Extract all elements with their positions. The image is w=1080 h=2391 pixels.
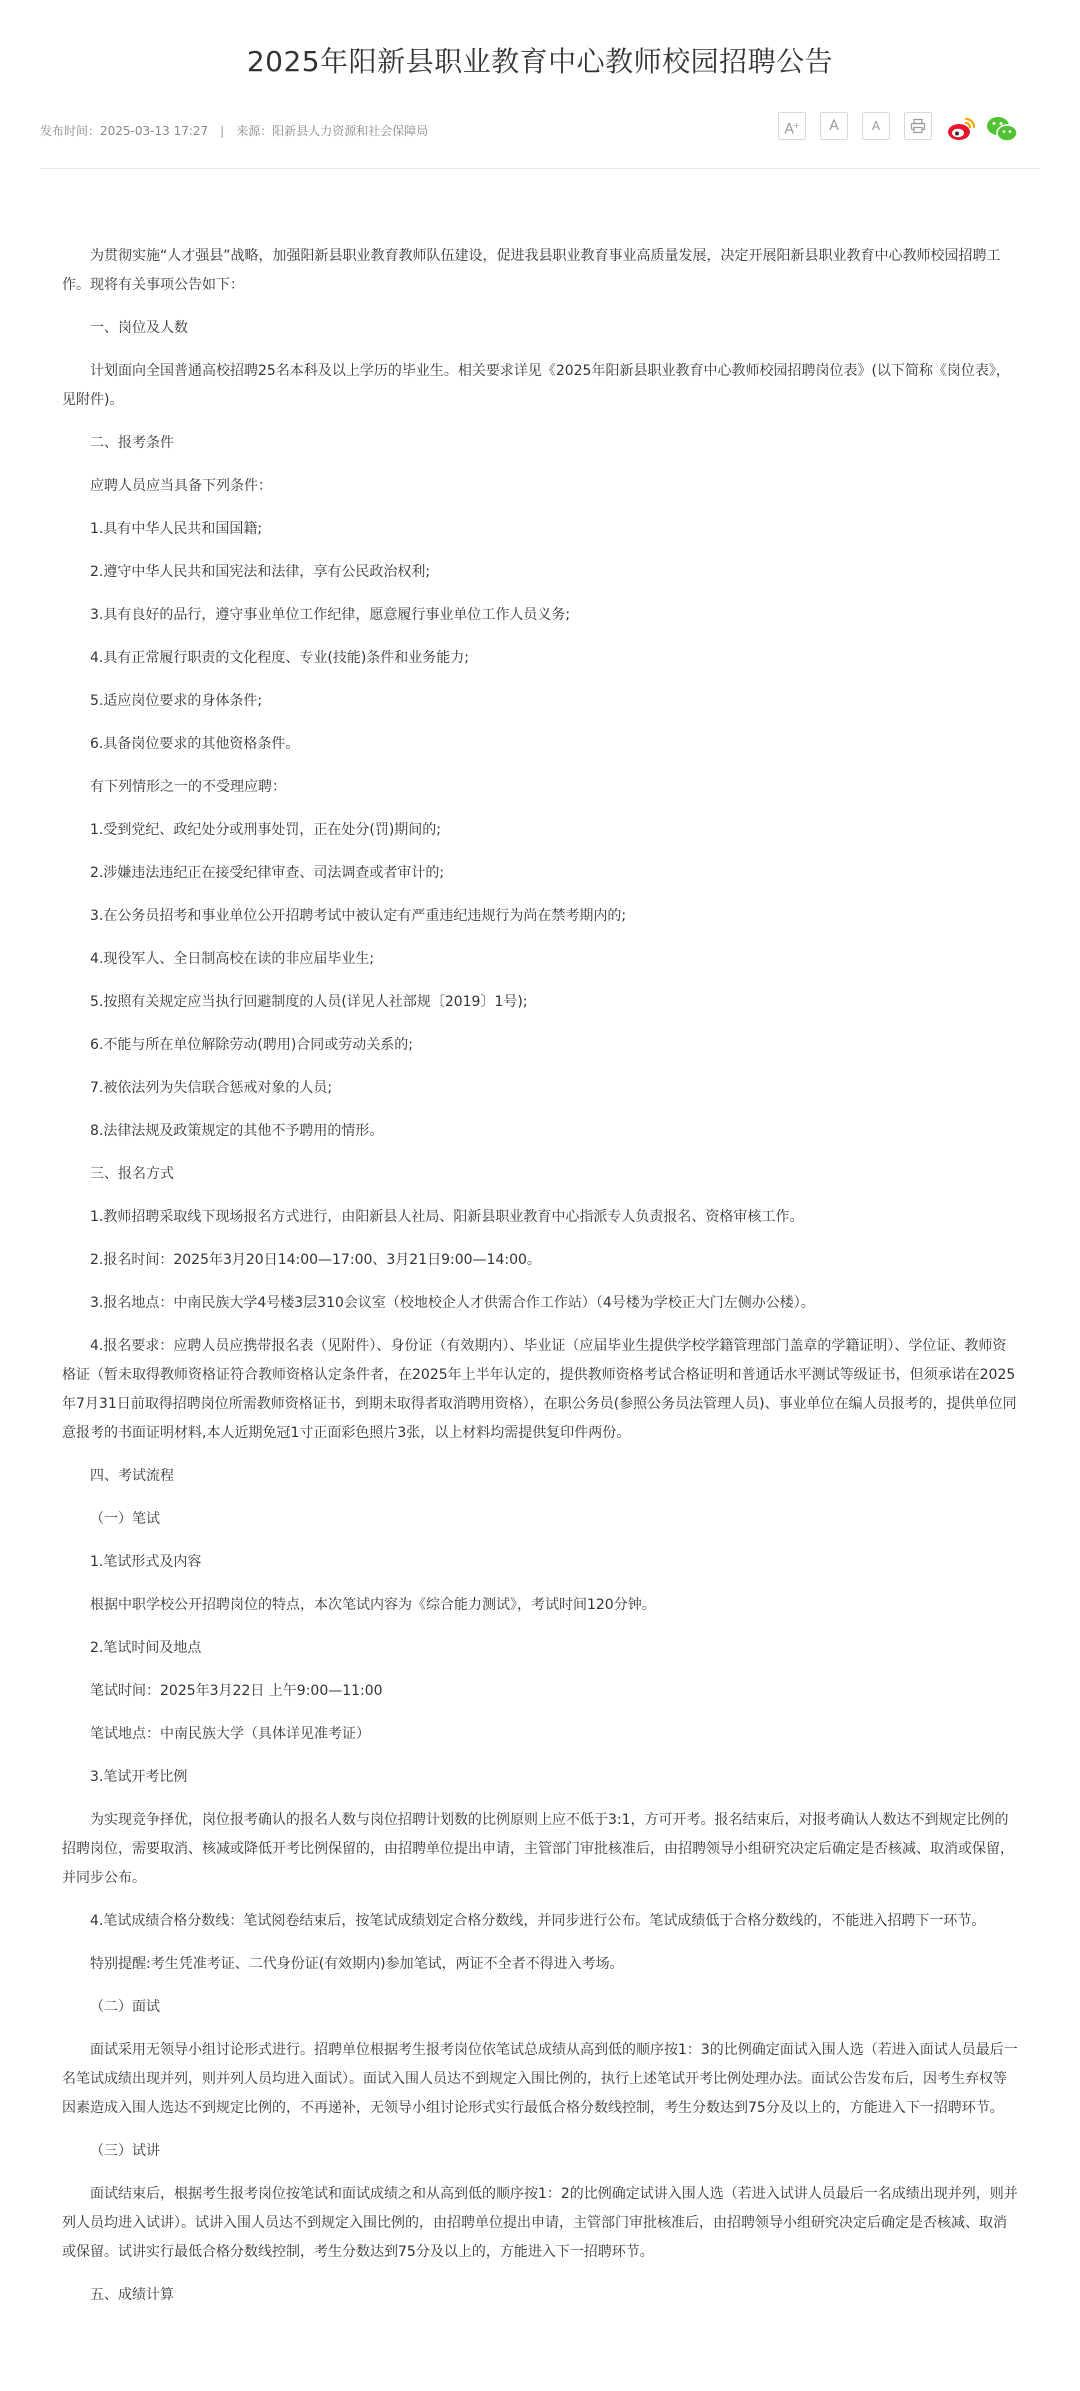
printer-icon xyxy=(910,118,926,134)
article-paragraph: 5.按照有关规定应当执行回避制度的人员(详见人社部规〔2019〕1号); xyxy=(90,994,528,1010)
article-paragraph: 1.教师招聘采取线下现场报名方式进行，由阳新县人社局、阳新县职业教育中心指派专人负责报名、资格审核工作。 xyxy=(90,1209,804,1225)
article-paragraph: 1.笔试形式及内容 xyxy=(90,1554,202,1570)
article-paragraph: 2.笔试时间及地点 xyxy=(90,1640,202,1656)
article-paragraph: （三）试讲 xyxy=(90,2143,160,2159)
article-paragraph: 二、报考条件 xyxy=(90,435,174,451)
article-paragraph: 笔试时间：2025年3月22日 上午9:00—11:00 xyxy=(90,1683,383,1699)
article-paragraph: 3.具有良好的品行，遵守事业单位工作纪律，愿意履行事业单位工作人员义务; xyxy=(90,607,571,623)
font-larger-button[interactable] xyxy=(778,112,806,140)
article-paragraph: 三、报名方式 xyxy=(90,1166,174,1182)
article-paragraph: （二）面试 xyxy=(90,1999,160,2015)
article-paragraph: 3.报名地点：中南民族大学4号楼3层310会议室（校地校企人才供需合作工作站）（4号楼为学校正大门左侧办公楼）。 xyxy=(90,1295,815,1311)
article-paragraph: 有下列情形之一的不受理应聘： xyxy=(90,779,286,795)
weibo-icon xyxy=(946,114,976,144)
article-paragraph: 1.受到党纪、政纪处分或刑事处罚，正在处分(罚)期间的; xyxy=(90,822,441,838)
article-paragraph: 4.报名要求：应聘人员应携带报名表（见附件）、身份证（有效期内）、毕业证（应届毕业生提供学校学籍管理部门盖章的学籍证明）、学位证、教师资格证（暂未取得教师资格证符合教师资格认定条件者，在2025年上半年认定的，提供教师资格考试合格证明和普通话水平测试等级证书，但须承诺在2025年7月31日前取得招聘岗位所需教师资格证书，到期未取得者取消聘用资格），在职公务员(参照公务员法管理人员)、事业单位在编人员报考的，提供单位同意报考的书面证明材料,本人近期免冠1寸正面彩色照片3张，以上材料均需提供复印件两份。 xyxy=(62,1338,1017,1441)
article-paragraph: 为贯彻实施“人才强县”战略，加强阳新县职业教育教师队伍建设，促进我县职业教育事业高质量发展，决定开展阳新县职业教育中心教师校园招聘工作。现将有关事项公告如下： xyxy=(62,248,1001,293)
article-paragraph: 4.笔试成绩合格分数线：笔试阅卷结束后，按笔试成绩划定合格分数线，并同步进行公布。笔试成绩低于合格分数线的，不能进入招聘下一环节。 xyxy=(90,1913,986,1929)
source-label: 来源： xyxy=(236,124,273,138)
font-normal-label: A xyxy=(829,118,839,134)
article-paragraph: 为实现竞争择优，岗位报考确认的报名人数与岗位招聘计划数的比例原则上应不低于3:1，方可开考。报名结束后，对报考确认人数达不到规定比例的招聘岗位，需要取消、核减或降低开考比例保留的，由招聘单位提出申请，主管部门审批核准后，由招聘领导小组研究决定后确定是否核减、取消或保留，并同步公布。 xyxy=(62,1812,1014,1886)
article-paragraph: （一）笔试 xyxy=(90,1511,160,1527)
publish-time: 2025-03-13 17:27 xyxy=(100,124,209,138)
font-smaller-button[interactable] xyxy=(862,112,890,140)
article-paragraph: 7.被依法列为失信联合惩戒对象的人员; xyxy=(90,1080,333,1096)
weibo-share-button[interactable] xyxy=(946,114,976,144)
article-paragraph: 2.遵守中华人民共和国宪法和法律，享有公民政治权利; xyxy=(90,564,431,580)
header-divider xyxy=(40,168,1040,169)
article-paragraph: 4.具有正常履行职责的文化程度、专业(技能)条件和业务能力; xyxy=(90,650,469,666)
article-paragraph: 2.涉嫌违法违纪正在接受纪律审查、司法调查或者审计的; xyxy=(90,865,445,881)
font-smaller-label: A xyxy=(871,119,881,133)
article-paragraph: 五、成绩计算 xyxy=(90,2287,174,2303)
article-paragraph: 5.适应岗位要求的身体条件; xyxy=(90,693,263,709)
wechat-share-button[interactable] xyxy=(986,114,1016,144)
article-paragraph: 计划面向全国普通高校招聘25名本科及以上学历的毕业生。相关要求详见《2025年阳新县职业教育中心教师校园招聘岗位表》(以下简称《岗位表》，见附件)。 xyxy=(62,363,1010,408)
article-paragraph: 特别提醒:考生凭准考证、二代身份证(有效期内)参加笔试，两证不全者不得进入考场。 xyxy=(90,1956,624,1972)
source-name: 阳新县人力资源和社会保障局 xyxy=(272,124,429,138)
article-paragraph: 面试采用无领导小组讨论形式进行。招聘单位根据考生报考岗位依笔试总成绩从高到低的顺序按1：3的比例确定面试入围人选（若进入面试人员最后一名笔试成绩出现并列，则并列人员均进入面试）。面试入围人员达不到规定入围比例的，执行上述笔试开考比例处理办法。面试公告发布后，因考生弃权等因素造成入围人选达不到规定比例的，不再递补，无领导小组讨论形式实行最低合格分数线控制，考生分数达到75分及以上的，方能进入下一招聘环节。 xyxy=(62,2042,1018,2116)
font-larger-label: A xyxy=(784,121,794,138)
article-paragraph: 6.具备岗位要求的其他资格条件。 xyxy=(90,736,300,752)
article-paragraph: 一、岗位及人数 xyxy=(90,320,188,336)
page-title: 2025年阳新县职业教育中心教师校园招聘公告 xyxy=(246,45,834,78)
article-paragraph: 应聘人员应当具备下列条件： xyxy=(90,478,272,494)
article-paragraph: 四、考试流程 xyxy=(90,1468,174,1484)
article-paragraph: 1.具有中华人民共和国国籍; xyxy=(90,521,263,537)
article-paragraph: 笔试地点：中南民族大学（具体详见准考证） xyxy=(90,1726,370,1742)
article-paragraph: 3.笔试开考比例 xyxy=(90,1769,188,1785)
article-paragraph: 根据中职学校公开招聘岗位的特点，本次笔试内容为《综合能力测试》，考试时间120分钟。 xyxy=(90,1597,656,1613)
font-normal-button[interactable] xyxy=(820,112,848,140)
print-button[interactable] xyxy=(904,112,932,140)
article-body xyxy=(62,242,1018,2324)
meta-separator: | xyxy=(220,124,225,138)
article-paragraph: 3.在公务员招考和事业单位公开招聘考试中被认定有严重违纪违规行为尚在禁考期内的; xyxy=(90,908,627,924)
wechat-icon xyxy=(986,114,1018,144)
article-paragraph: 6.不能与所在单位解除劳动(聘用)合同或劳动关系的; xyxy=(90,1037,413,1053)
article-paragraph: 面试结束后，根据考生报考岗位按笔试和面试成绩之和从高到低的顺序按1：2的比例确定试讲入围人选（若进入试讲人员最后一名成绩出现并列，则并列人员均进入试讲）。试讲入围人员达不到规定入围比例的，由招聘单位提出申请，主管部门审批核准后，由招聘领导小组研究决定后确定是否核减、取消或保留。试讲实行最低合格分数线控制，考生分数达到75分及以上的，方能进入下一招聘环节。 xyxy=(62,2186,1018,2260)
article-paragraph: 8.法律法规及政策规定的其他不予聘用的情形。 xyxy=(90,1123,384,1139)
publish-time-label: 发布时间： xyxy=(40,124,101,138)
article-paragraph: 4.现役军人、全日制高校在读的非应届毕业生; xyxy=(90,951,375,967)
article-meta xyxy=(40,122,428,139)
font-larger-plus: + xyxy=(792,121,800,130)
article-paragraph: 2.报名时间：2025年3月20日14:00—17:00、3月21日9:00—14:00。 xyxy=(90,1252,541,1268)
